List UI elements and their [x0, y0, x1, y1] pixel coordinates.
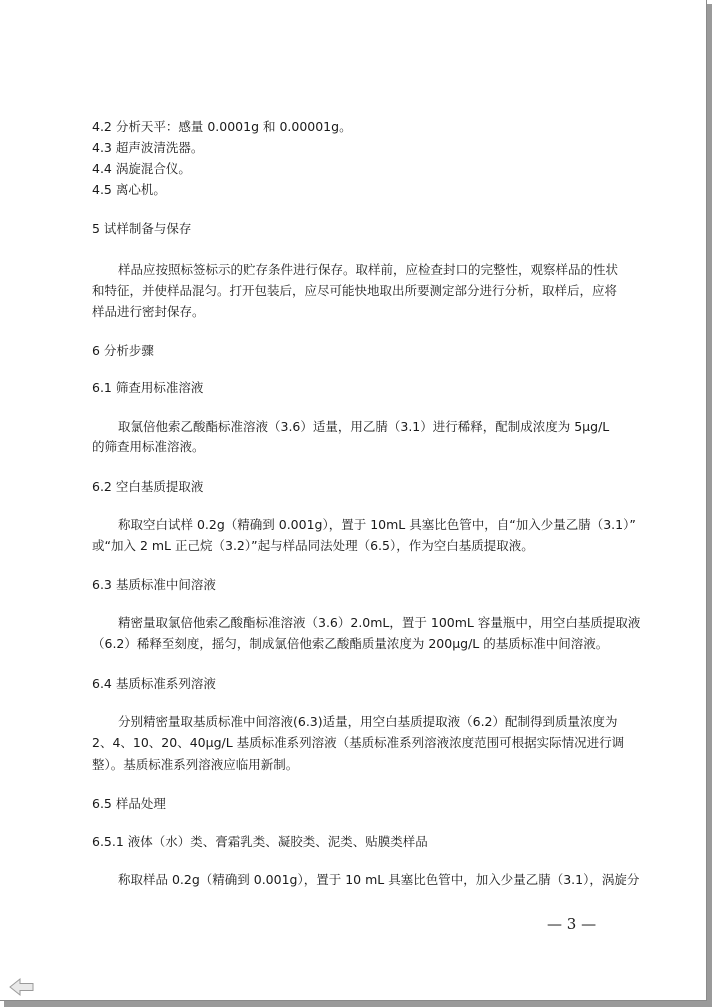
- paragraph-line: 的筛查用标准溶液。: [92, 439, 205, 454]
- paragraph-line: 或“加入 2 mL 正己烷（3.2）”起与样品同法处理（6.5），作为空白基质提取液。: [92, 538, 534, 553]
- paragraph-line: （6.2）稀释至刻度，摇匀，制成氯倍他索乙酸酯质量浓度为 200μg/L 的基质标准中间溶液。: [92, 636, 609, 651]
- paragraph-line: 和特征，并使样品混匀。打开包装后，应尽可能快地取出所要测定部分进行分析，取样后，应将: [92, 283, 618, 298]
- section-heading-5: 5 试样制备与保存: [92, 221, 192, 236]
- back-arrow-icon[interactable]: [8, 976, 36, 998]
- page-shadow-right: [707, 4, 712, 1005]
- paragraph-line: 称取空白试样 0.2g（精确到 0.001g），置于 10mL 具塞比色管中，自“加入少量乙腈（3.1）”: [118, 517, 636, 532]
- section-heading-6: 6 分析步骤: [92, 343, 154, 358]
- subsection-heading-6-5-1: 6.5.1 液体（水）类、膏霜乳类、凝胶类、泥类、贴膜类样品: [92, 834, 428, 849]
- paragraph-line: 分别精密量取基质标准中间溶液(6.3)适量，用空白基质提取液（6.2）配制得到质量浓度为: [118, 714, 618, 729]
- paragraph-line: 称取样品 0.2g（精确到 0.001g），置于 10 mL 具塞比色管中，加入少量乙腈（3.1），涡旋分: [118, 872, 640, 887]
- text-line-4-2: 4.2 分析天平：感量 0.0001g 和 0.00001g。: [92, 119, 352, 134]
- subsection-heading-6-5: 6.5 样品处理: [92, 796, 166, 811]
- text-line-4-5: 4.5 离心机。: [92, 182, 166, 197]
- subsection-heading-6-4: 6.4 基质标准系列溶液: [92, 676, 216, 691]
- text-line-4-3: 4.3 超声波清洗器。: [92, 140, 204, 155]
- page-number: — 3 —: [547, 915, 597, 933]
- paragraph-line: 整）。基质标准系列溶液应临用新制。: [92, 757, 299, 772]
- paragraph-line: 精密量取氯倍他索乙酸酯标准溶液（3.6）2.0mL，置于 100mL 容量瓶中，用空白基质提取液: [118, 615, 641, 630]
- paragraph-line: 2、4、10、20、40μg/L 基质标准系列溶液（基质标准系列溶液浓度范围可根据实际情况进行调: [92, 735, 625, 750]
- subsection-heading-6-2: 6.2 空白基质提取液: [92, 479, 204, 494]
- subsection-heading-6-1: 6.1 筛查用标准溶液: [92, 380, 204, 395]
- text-line-4-4: 4.4 涡旋混合仪。: [92, 161, 191, 176]
- subsection-heading-6-3: 6.3 基质标准中间溶液: [92, 577, 216, 592]
- paragraph-line: 样品应按照标签标示的贮存条件进行保存。取样前，应检查封口的完整性，观察样品的性状: [118, 262, 619, 277]
- paragraph-line: 样品进行密封保存。: [92, 304, 205, 319]
- page-shadow-bottom: [4, 1001, 712, 1007]
- paragraph-line: 取氯倍他索乙酸酯标准溶液（3.6）适量，用乙腈（3.1）进行稀释，配制成浓度为 5μg/L: [118, 419, 610, 434]
